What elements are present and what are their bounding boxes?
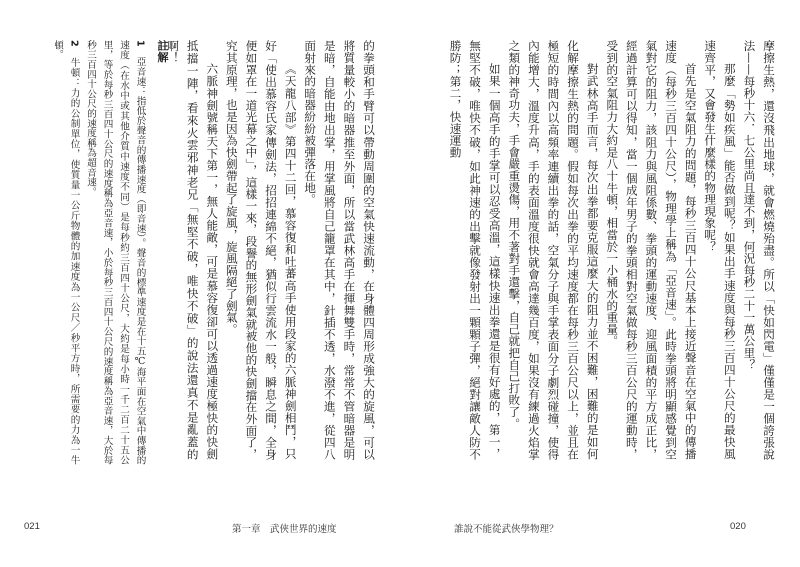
body-paragraph: 《天龍八部》第四十二回，慕容復和吐蕃高手使用段家的六脈神劍相鬥，只好「使出慕容氏家傳劍法，招招連綿不絕，猶似行雲流水一般，瞬息之間，全身便如罩在一道光幕之中」，這樣一來，段譽的無形劍氣就被他的快劍擋在外面了，究其原理，也是因為快劍帶起了旋風，旋風隔絕了劍氣。 bbox=[224, 40, 298, 460]
footnote-text: 亞音速：指低於聲音的傳播速度（即音速）。聲音的標準速度是在十五℃海平面在空氣中傳播的速度（在水中或其他介質中速度不同）是每秒約三百四十公尺，大約是每小時一千二百二十五公里，等於每秒三百四十公尺的速度稱為亞音速，小於每秒三百四十公尺的速度稱為亞音速，大於每秒三百四十公尺的速度稱為超音速。 bbox=[85, 40, 146, 465]
body-paragraph: 首先是空氣阻力的問題，每秒三百四十公尺基本上接近聲音在空氣中的傳播速度（每秒三百四十公尺），物理學上稱為「亞音速」。此時拳頭將明顯感覺到空氣對它的阻力，該阻力與風阻係數、拳頭的運動速度、迎風面積的平方成正比，經過計算可以得知，當一個成年男子的拳頭相對空氣做每秒三百公尺的運動時，受到的空氣阻力大約是八十牛頓，相當於一小桶水的重量。 bbox=[605, 40, 698, 460]
notes-section bbox=[20, 40, 170, 465]
page-number-left: 021 bbox=[24, 521, 40, 532]
footnote-number: 1 bbox=[134, 40, 146, 47]
page-number-right: 020 bbox=[730, 521, 746, 532]
footnote-number: 2 bbox=[68, 40, 80, 47]
right-page bbox=[400, 0, 800, 567]
footnote-text: 牛頓：力的公制單位，使質量一公斤物體的加速度為一公尺／秒平方時，所需要的力為一牛頓。 bbox=[52, 40, 80, 466]
body-paragraph: 那麼「勢如疾風」能否做到呢？如果出手速度與每秒三百四十公尺的最快風速齊平，又會發生什麼樣的物理現象呢？ bbox=[703, 40, 737, 460]
footnote-1 bbox=[82, 40, 148, 465]
running-head-left: 第一章 武俠世界的速度 bbox=[232, 524, 337, 535]
right-page-body bbox=[420, 40, 778, 460]
body-paragraph: 如果一個高手的手掌可以忍受高溫，這樣快速出拳還是很有好處的，第一，無堅不破，唯快不破，如此神速的出擊就像發射出一顆顆子彈，絕對讓敵人防不勝防；第二，快速運動 bbox=[448, 40, 502, 460]
body-paragraph: 六脈神劍號稱天下第一，無人能敵，可是慕容復卻可以透過速度極快的快劍抵擋一陣，看來火雲邪神老兄「無堅不破，唯快不破」的說法還真不是亂蓋的啊！ bbox=[166, 40, 220, 460]
running-head-right: 誰說不能從武俠學物理？ bbox=[454, 524, 559, 535]
body-paragraph: 摩擦生熱，還沒飛出地球，就會燃燒殆盡。所以「快如閃電」僅僅是一個誇張說法——每秒十六．七公里尚且達不到，何況每秒二十一萬公里？ bbox=[742, 40, 776, 460]
notes-heading: 註解 bbox=[156, 40, 169, 63]
footnote-2 bbox=[49, 40, 82, 465]
body-paragraph: 對武林高手而言，每次出拳都要克服這麼大的阻力並不困難，困難的是如何化解摩擦生熱的問題。假如每次出拳的平均速度都在每秒三百公尺以上，並且在極短的時間內以高頻率連續出拳的話，空氣分子與手掌表面分子劇烈碰撞，使得內能增大，溫度升高，手的表面溫度很快就會高達幾百度，如果沒有練過火焰掌之類的神奇功夫，手會嚴重燙傷，用不著對手還擊，自己就把自己打敗了。 bbox=[507, 40, 600, 460]
body-paragraph: 的拳頭和手臂可以帶動周圍的空氣快速流動，在身體四周形成強大的旋風，可以將質量較小的暗器推至外面，所以當武林高手在揮舞雙手時，常常不管暗器是明是暗，自能由地出掌，用掌風將自己籠罩在其中，針插不透，水潑不進，從四八面射來的暗器紛紛被彈落在地。 bbox=[303, 40, 376, 460]
left-page-body bbox=[166, 40, 378, 460]
